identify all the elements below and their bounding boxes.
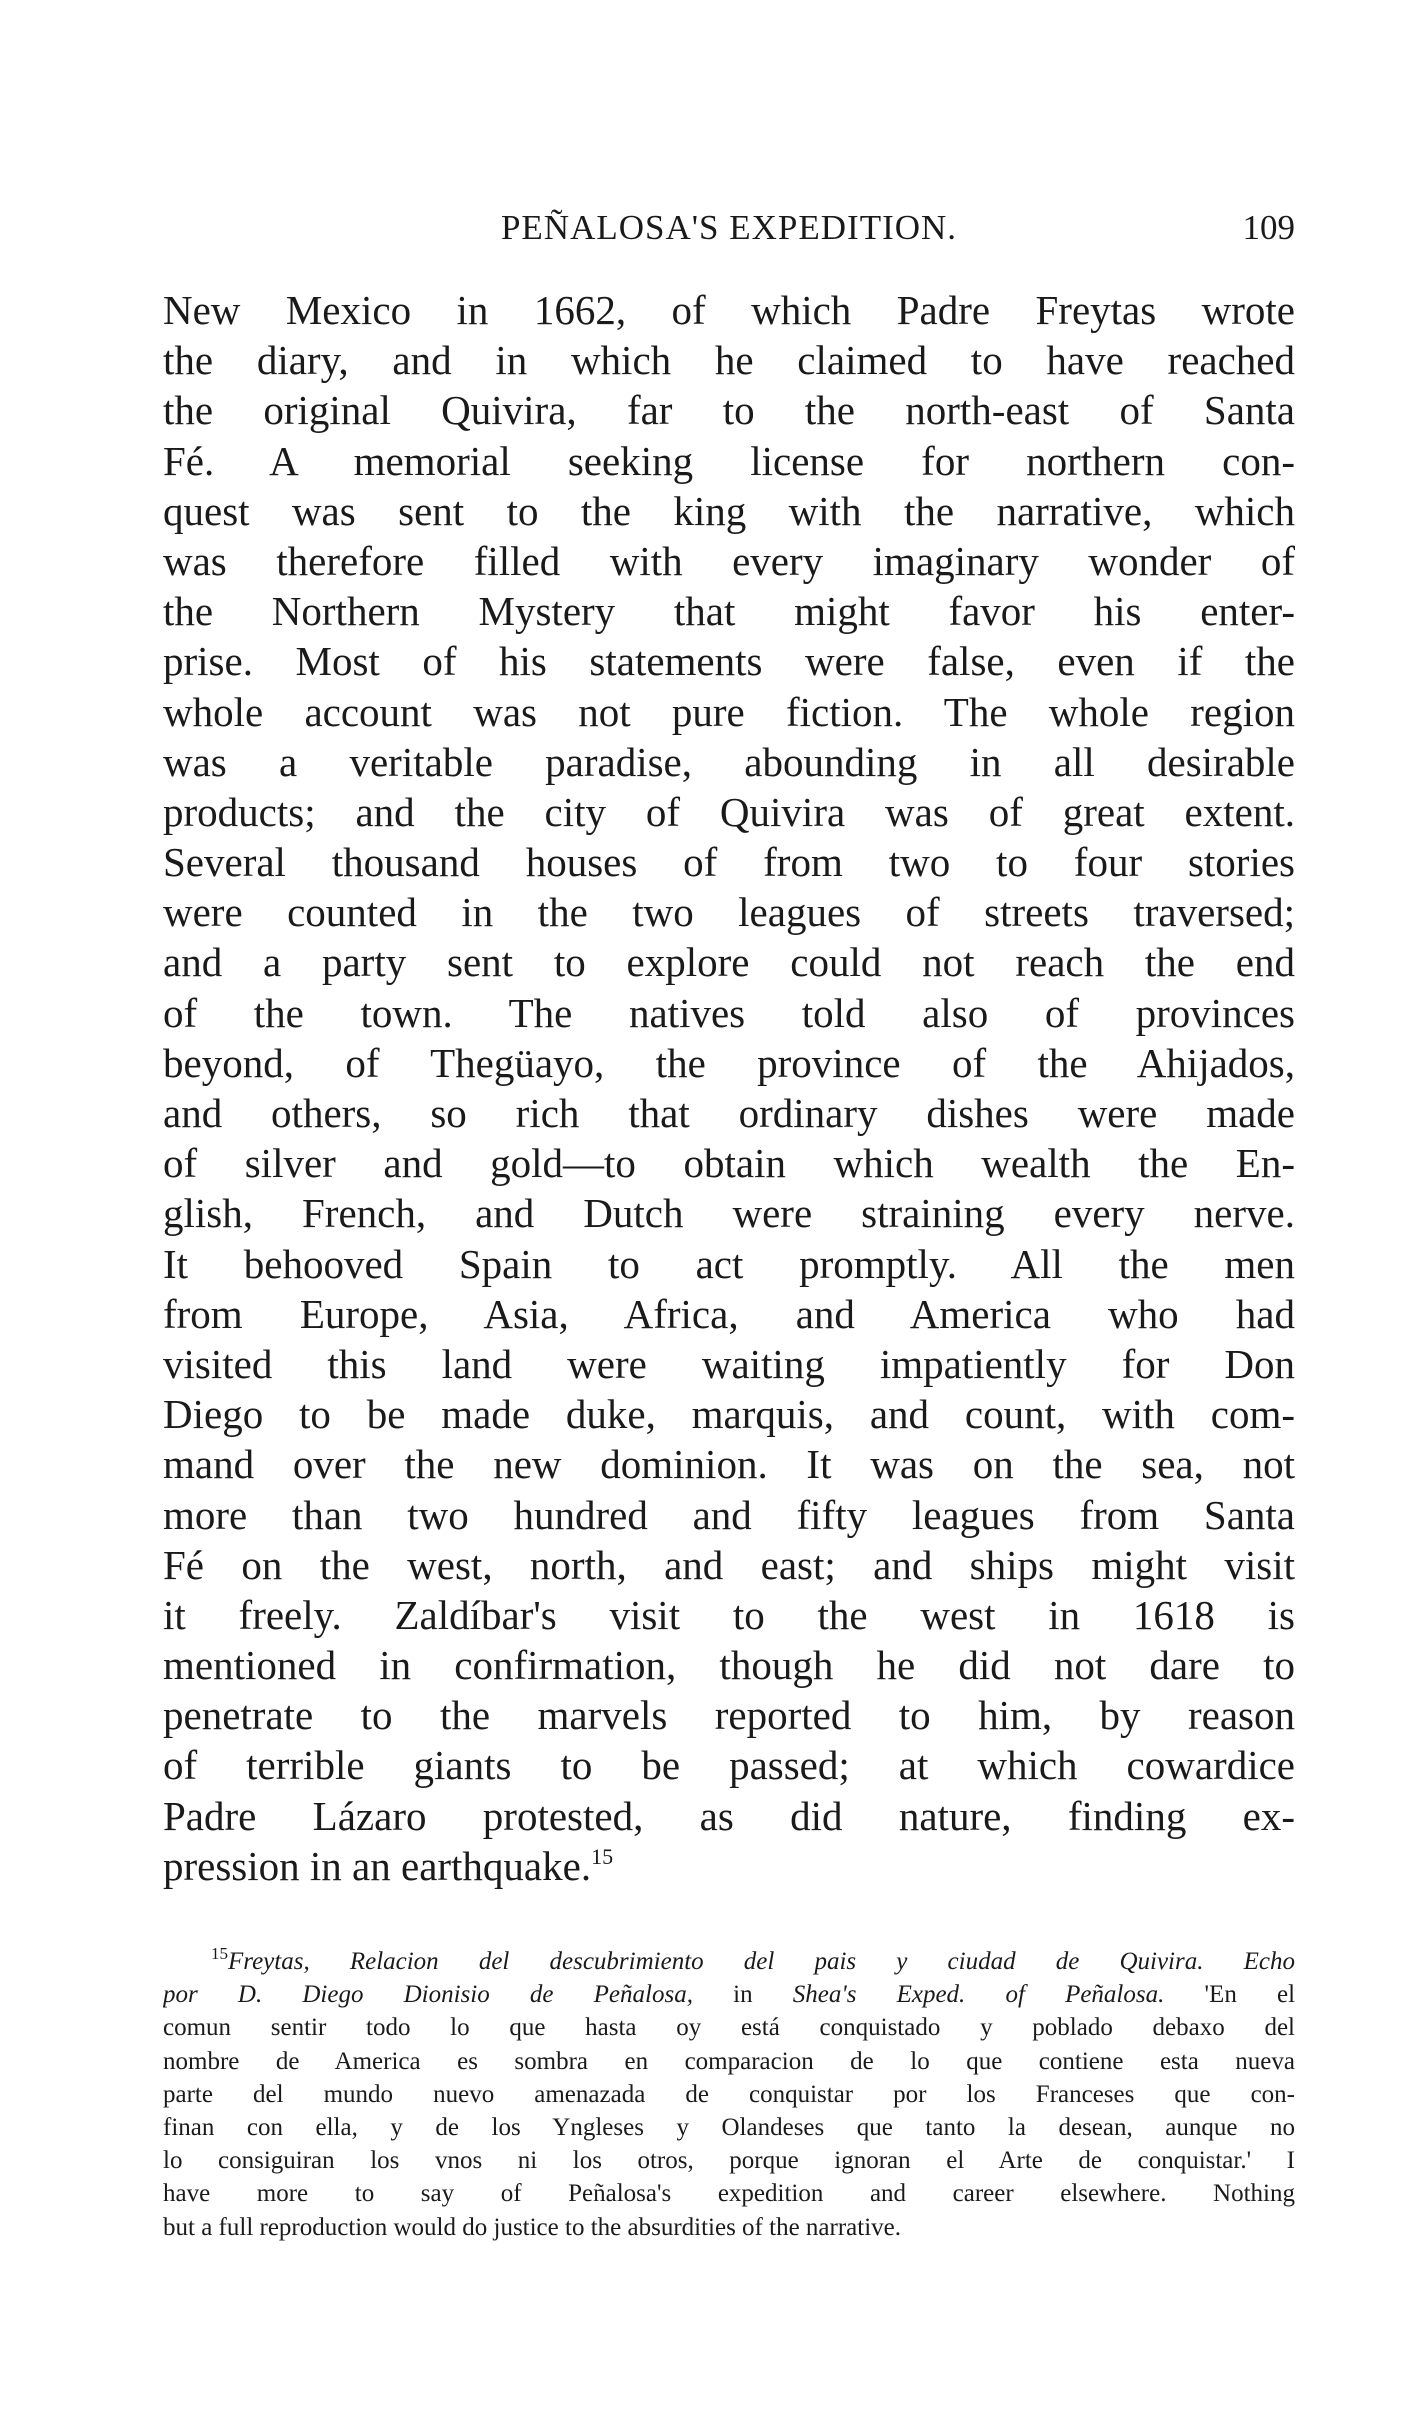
text-line: whole account was not pure fiction. The whole region: [163, 688, 1295, 735]
text-line: of silver and gold—to obtain which wealth the En-: [163, 1140, 1295, 1187]
running-head: [163, 203, 1295, 253]
text-line: penetrate to the marvels reported to him, by reason: [163, 1692, 1295, 1739]
text-line: of the town. The natives told also of provinces: [163, 989, 1295, 1036]
text-line: beyond, of Thegüayo, the province of the Ahijados,: [163, 1039, 1295, 1086]
footnote-line: [163, 1978, 1295, 2011]
footnote-citation: por D. Diego Dionisio de Peñalosa,: [163, 1981, 693, 2009]
text-line: more than two hundred and fifty leagues from Santa: [163, 1491, 1295, 1538]
text-line: the diary, and in which he claimed to have reached: [163, 337, 1295, 384]
text-line: Padre Lázaro protested, as did nature, finding ex-: [163, 1792, 1295, 1839]
text-line: visited this land were waiting impatiently for Don: [163, 1340, 1295, 1387]
footnote-line: [163, 1945, 1295, 1978]
text-line: products; and the city of Quivira was of great extent.: [163, 788, 1295, 835]
footnote-text: in: [733, 1981, 753, 2009]
text-line: Diego to be made duke, marquis, and count, with com-: [163, 1391, 1295, 1438]
text-line: Several thousand houses of from two to four stories: [163, 839, 1295, 886]
footnote: [163, 1945, 1295, 2244]
footnote-text: 'En el: [1204, 1981, 1295, 2009]
text-line: mentioned in confirmation, though he did not dare to: [163, 1642, 1295, 1689]
text-line: It behooved Spain to act promptly. All the men: [163, 1240, 1295, 1287]
text-line: the Northern Mystery that might favor his enter-: [163, 588, 1295, 635]
text-line-last: [163, 1841, 1295, 1891]
text-line: from Europe, Asia, Africa, and America who had: [163, 1290, 1295, 1337]
text-line: Fé. A memorial seeking license for northern con-: [163, 437, 1295, 484]
text-line: and a party sent to explore could not reach the end: [163, 939, 1295, 986]
footnote-line: comun sentir todo lo que hasta oy está conquistado y poblado debaxo del: [163, 2014, 1295, 2042]
page-number: 109: [1242, 208, 1295, 247]
text-line: mand over the new dominion. It was on the sea, not: [163, 1441, 1295, 1488]
text-line: was a veritable paradise, abounding in all desirable: [163, 738, 1295, 785]
footnote-line: finan con ella, y de los Yngleses y Olandeses que tanto la desean, aunque no: [163, 2113, 1295, 2141]
text-line: prise. Most of his statements were false, even if the: [163, 638, 1295, 685]
footnote-citation: Freytas, Relacion del descubrimiento del pais y ciudad de Quivira. Echo: [228, 1948, 1295, 1975]
running-title: PEÑALOSA'S EXPEDITION.: [500, 208, 958, 247]
text-line-content: pression in an earthquake.: [163, 1842, 592, 1889]
text-line: quest was sent to the king with the narrative, which: [163, 487, 1295, 534]
footnote-line-last: but a full reproduction would do justice to the absurdities of the narrative.: [163, 2213, 902, 2241]
footnote-line: lo consiguiran los vnos ni los otros, porque ignoran el Arte de conquistar.' I: [163, 2147, 1295, 2175]
footnote-line: have more to say of Peñalosa's expedition and career elsewhere. Nothing: [163, 2180, 1295, 2208]
footnote-line: parte del mundo nuevo amenazada de conquistar por los Franceses que con-: [163, 2080, 1295, 2108]
text-line: and others, so rich that ordinary dishes were made: [163, 1090, 1295, 1136]
text-line: it freely. Zaldíbar's visit to the west in 1618 is: [163, 1591, 1295, 1638]
text-line: Fé on the west, north, and east; and ships might visit: [163, 1541, 1295, 1588]
body-text: [163, 285, 1295, 1891]
footnote-reference: 15: [591, 1843, 614, 1869]
footnote-marker: 15: [211, 1945, 228, 1963]
footnote-line: nombre de America es sombra en comparacion de lo que contiene esta nueva: [163, 2047, 1295, 2075]
text-line: were counted in the two leagues of streets traversed;: [163, 889, 1295, 936]
text-line: glish, French, and Dutch were straining every nerve.: [163, 1190, 1295, 1237]
text-line: of terrible giants to be passed; at which cowardice: [163, 1742, 1295, 1789]
text-line: was therefore filled with every imaginary wonder of: [163, 537, 1295, 584]
text-line: the original Quivira, far to the north-east of Santa: [163, 387, 1295, 434]
text-line: New Mexico in 1662, of which Padre Freytas wrote: [163, 287, 1295, 333]
footnote-citation: Shea's Exped. of Peñalosa.: [792, 1981, 1165, 2009]
